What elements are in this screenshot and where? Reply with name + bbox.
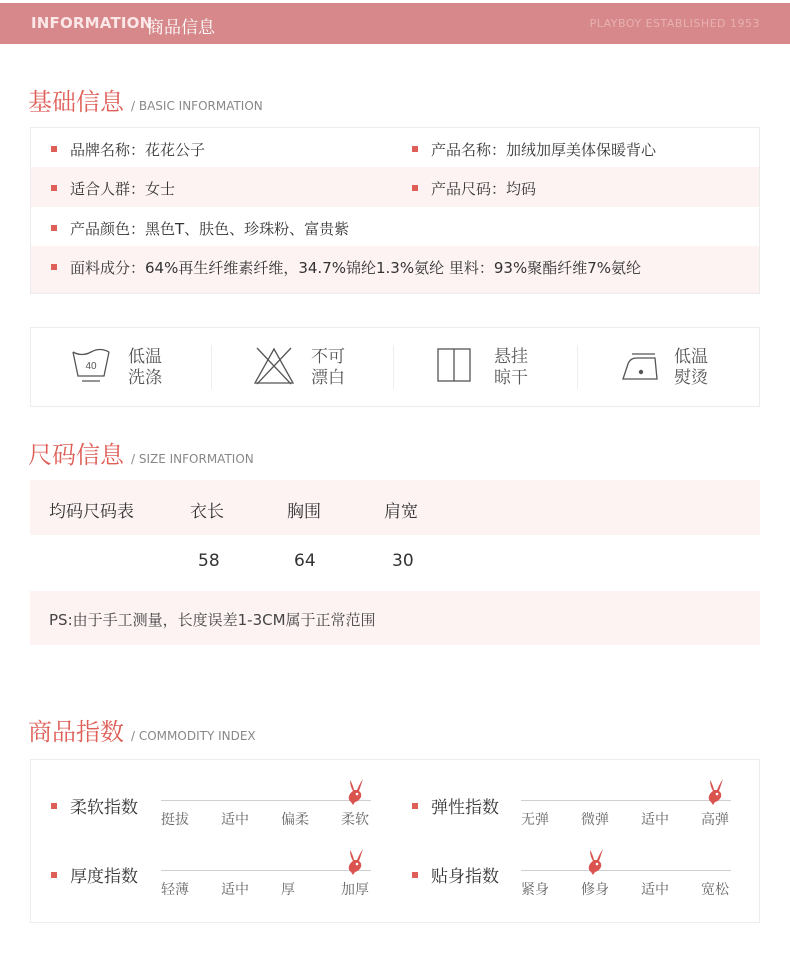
info-text: 品牌名称：花花公子: [70, 141, 206, 159]
index-scale-label: 宽松: [701, 882, 729, 898]
info-text: 产品尺码：均码: [431, 180, 537, 198]
bunny-marker-icon: [344, 848, 366, 876]
index-title: [28, 712, 256, 747]
wash-40-icon: [71, 346, 111, 384]
size-note: [30, 591, 760, 645]
index-scale-label: 紧身: [521, 882, 549, 898]
care-label: 不可 漂白: [311, 347, 345, 388]
bullet-icon: [412, 146, 418, 152]
size-header-cell: 均码尺码表: [49, 502, 134, 522]
index-scale-label: 加厚: [341, 882, 369, 898]
size-value-cell: 30: [392, 551, 414, 571]
index-scale-label: 挺拔: [161, 812, 189, 828]
bullet-icon: [51, 872, 57, 878]
index-item-title: 弹性指数: [412, 793, 499, 818]
basic-info-title-cn: 基础信息: [28, 88, 124, 116]
bullet-icon: [51, 803, 57, 809]
divider: [577, 345, 578, 389]
index-item-title: 柔软指数: [51, 793, 138, 818]
size-header-cell: 胸围: [287, 502, 321, 522]
no-bleach-icon: [253, 346, 295, 386]
size-value-cell: 58: [198, 551, 220, 571]
care-instructions: [30, 327, 760, 407]
care-label: 悬挂 晾干: [494, 347, 528, 388]
bullet-icon: [51, 264, 57, 270]
bullet-icon: [51, 225, 57, 231]
info-item-brand: [51, 139, 205, 160]
info-row: [31, 246, 759, 293]
bullet-icon: [412, 803, 418, 809]
index-scale-label: 轻薄: [161, 882, 189, 898]
index-scale-label: 适中: [221, 882, 249, 898]
index-scale-label: 高弹: [701, 812, 729, 828]
info-row: [31, 167, 759, 207]
basic-info-title-en: / BASIC INFORMATION: [131, 99, 263, 113]
size-info-title-cn: 尺码信息: [28, 441, 124, 469]
brand-tagline: PLAYBOY ESTABLISHED 1953: [589, 17, 760, 30]
index-scale-label: 适中: [641, 812, 669, 828]
index-scale-line: [521, 800, 731, 801]
size-header-cell: 衣长: [190, 502, 224, 522]
care-item-wash: [71, 328, 211, 406]
index-scale-label: 适中: [641, 882, 669, 898]
info-text: 面料成分：64%再生纤维素纤维，34.7%锦纶1.3%氨纶 里料：93%聚酯纤维7%氨纶: [70, 259, 642, 277]
basic-info-title: [28, 82, 263, 117]
index-scale-label: 微弹: [581, 812, 609, 828]
size-value-cell: 64: [294, 551, 316, 571]
index-scale-line: [161, 800, 371, 801]
info-text: 适合人群：女士: [70, 180, 176, 198]
info-row: [31, 207, 759, 247]
index-scale-label: 适中: [221, 812, 249, 828]
index-scale-line: [161, 870, 371, 871]
index-scale-label: 修身: [581, 882, 609, 898]
index-title-en: / COMMODITY INDEX: [131, 729, 256, 743]
bullet-icon: [412, 872, 418, 878]
header-title-cn: 商品信息: [147, 18, 215, 38]
info-item-material: [51, 257, 641, 278]
hang-dry-icon: [436, 346, 472, 384]
index-scale-label: 偏柔: [281, 812, 309, 828]
index-box: [30, 759, 760, 923]
size-note-text: PS:由于手工测量，长度误差1-3CM属于正常范围: [49, 611, 376, 629]
info-row: [31, 128, 759, 168]
divider: [393, 345, 394, 389]
wash-temp-text: 40: [85, 361, 97, 372]
divider: [211, 345, 212, 389]
index-item-title: 贴身指数: [412, 862, 499, 887]
iron-low-icon: [619, 346, 659, 384]
info-item-audience: [51, 178, 175, 199]
bunny-marker-icon: [584, 848, 606, 876]
size-info-title-en: / SIZE INFORMATION: [131, 452, 254, 466]
index-item-title: 厚度指数: [51, 862, 138, 887]
care-item-iron: [619, 328, 759, 406]
basic-info-box: [30, 127, 760, 294]
bullet-icon: [412, 185, 418, 191]
index-scale-line: [521, 870, 731, 871]
info-item-colors: [51, 218, 349, 239]
index-title-cn: 商品指数: [28, 718, 124, 746]
info-item-product-name: [412, 139, 656, 160]
header-title-en: INFORMATION: [31, 14, 153, 32]
care-item-hang: [436, 328, 576, 406]
index-scale-label: 无弹: [521, 812, 549, 828]
size-header-cell: 肩宽: [384, 502, 418, 522]
bunny-marker-icon: [704, 778, 726, 806]
care-item-bleach: [253, 328, 393, 406]
index-scale-label: 柔软: [341, 812, 369, 828]
header-bar: [0, 3, 790, 44]
index-scale-label: 厚: [281, 882, 295, 898]
size-info-title: [28, 435, 254, 470]
care-label: 低温 熨烫: [674, 347, 708, 388]
bunny-marker-icon: [344, 778, 366, 806]
info-item-size: [412, 178, 536, 199]
bullet-icon: [51, 185, 57, 191]
care-label: 低温 洗涤: [128, 347, 162, 388]
bullet-icon: [51, 146, 57, 152]
size-table-header: [30, 480, 760, 535]
info-text: 产品颜色：黑色T、肤色、珍珠粉、富贵紫: [70, 220, 350, 238]
info-text: 产品名称：加绒加厚美体保暖背心: [431, 141, 657, 159]
